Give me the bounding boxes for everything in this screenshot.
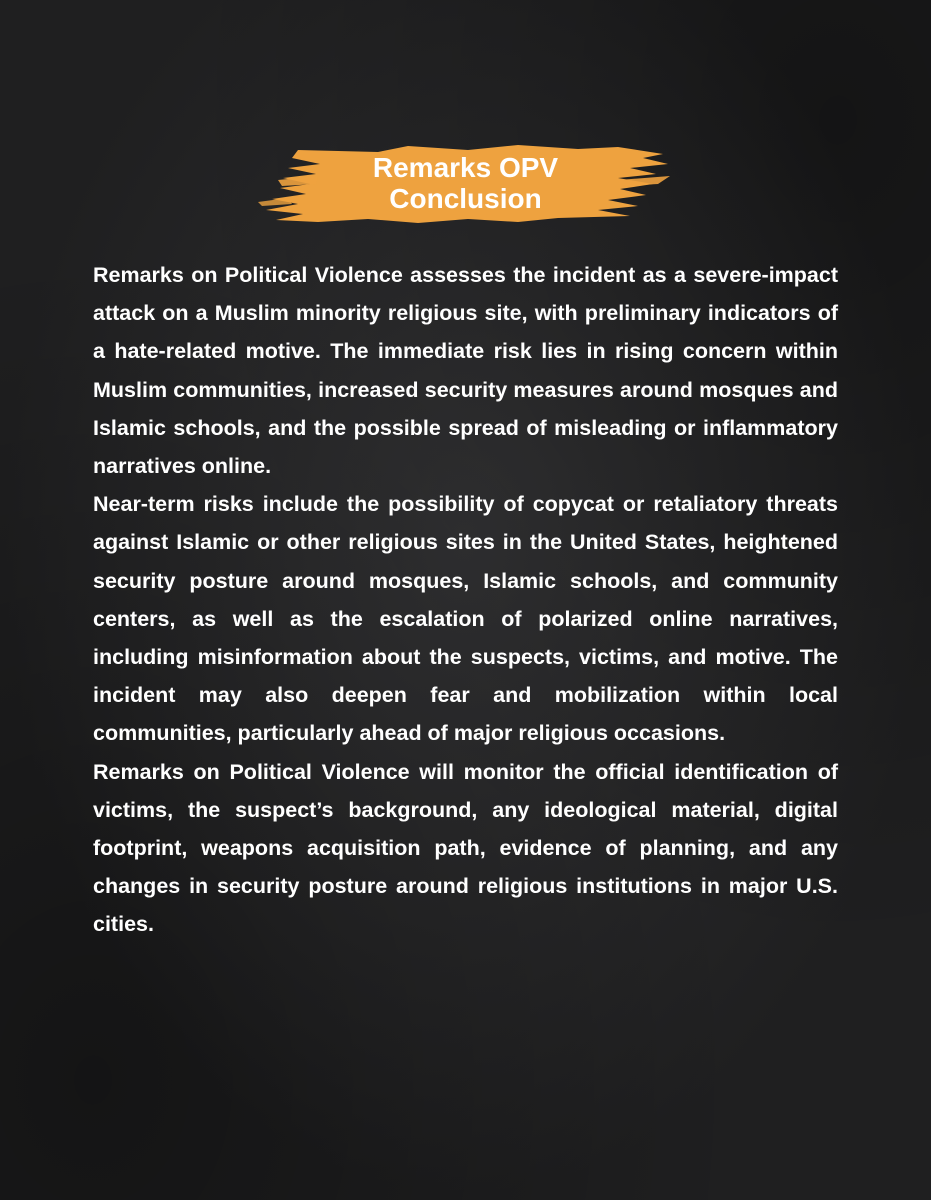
paragraph-assessment: Remarks on Political Violence assesses the incident as a severe-impact attack on a Muslim minority religious site, with preliminary indicators of a hate-related motive. The immediate risk lies in rising concern within Muslim communities, increased security measures around mosques and Islamic schools, and the possible spread of misleading or inflammatory narratives online. xyxy=(93,263,838,479)
title-line-1: Remarks OPV xyxy=(372,152,559,183)
title-line-2: Conclusion xyxy=(389,183,542,214)
paragraph-near-term-risks: Near-term risks include the possibility of copycat or retaliatory threats against Islamic or other religious sites in the United States, heightened security posture around mosques, Islamic schools, and community centers, as well as the escalation of polarized online narratives, including misinformation about the suspects, victims, and motive. The incident may also deepen fear and mobilization within local communities, particularly ahead of major religious occasions. xyxy=(93,492,838,746)
title-banner xyxy=(258,140,673,226)
conclusion-body xyxy=(93,256,838,944)
paragraph-monitoring: Remarks on Political Violence will monitor the official identification of victims, the suspect’s background, any ideological material, digital footprint, weapons acquisition path, evidence of planning, and any changes in security posture around religious institutions in major U.S. cities. xyxy=(93,759,838,937)
page-title xyxy=(258,152,673,214)
